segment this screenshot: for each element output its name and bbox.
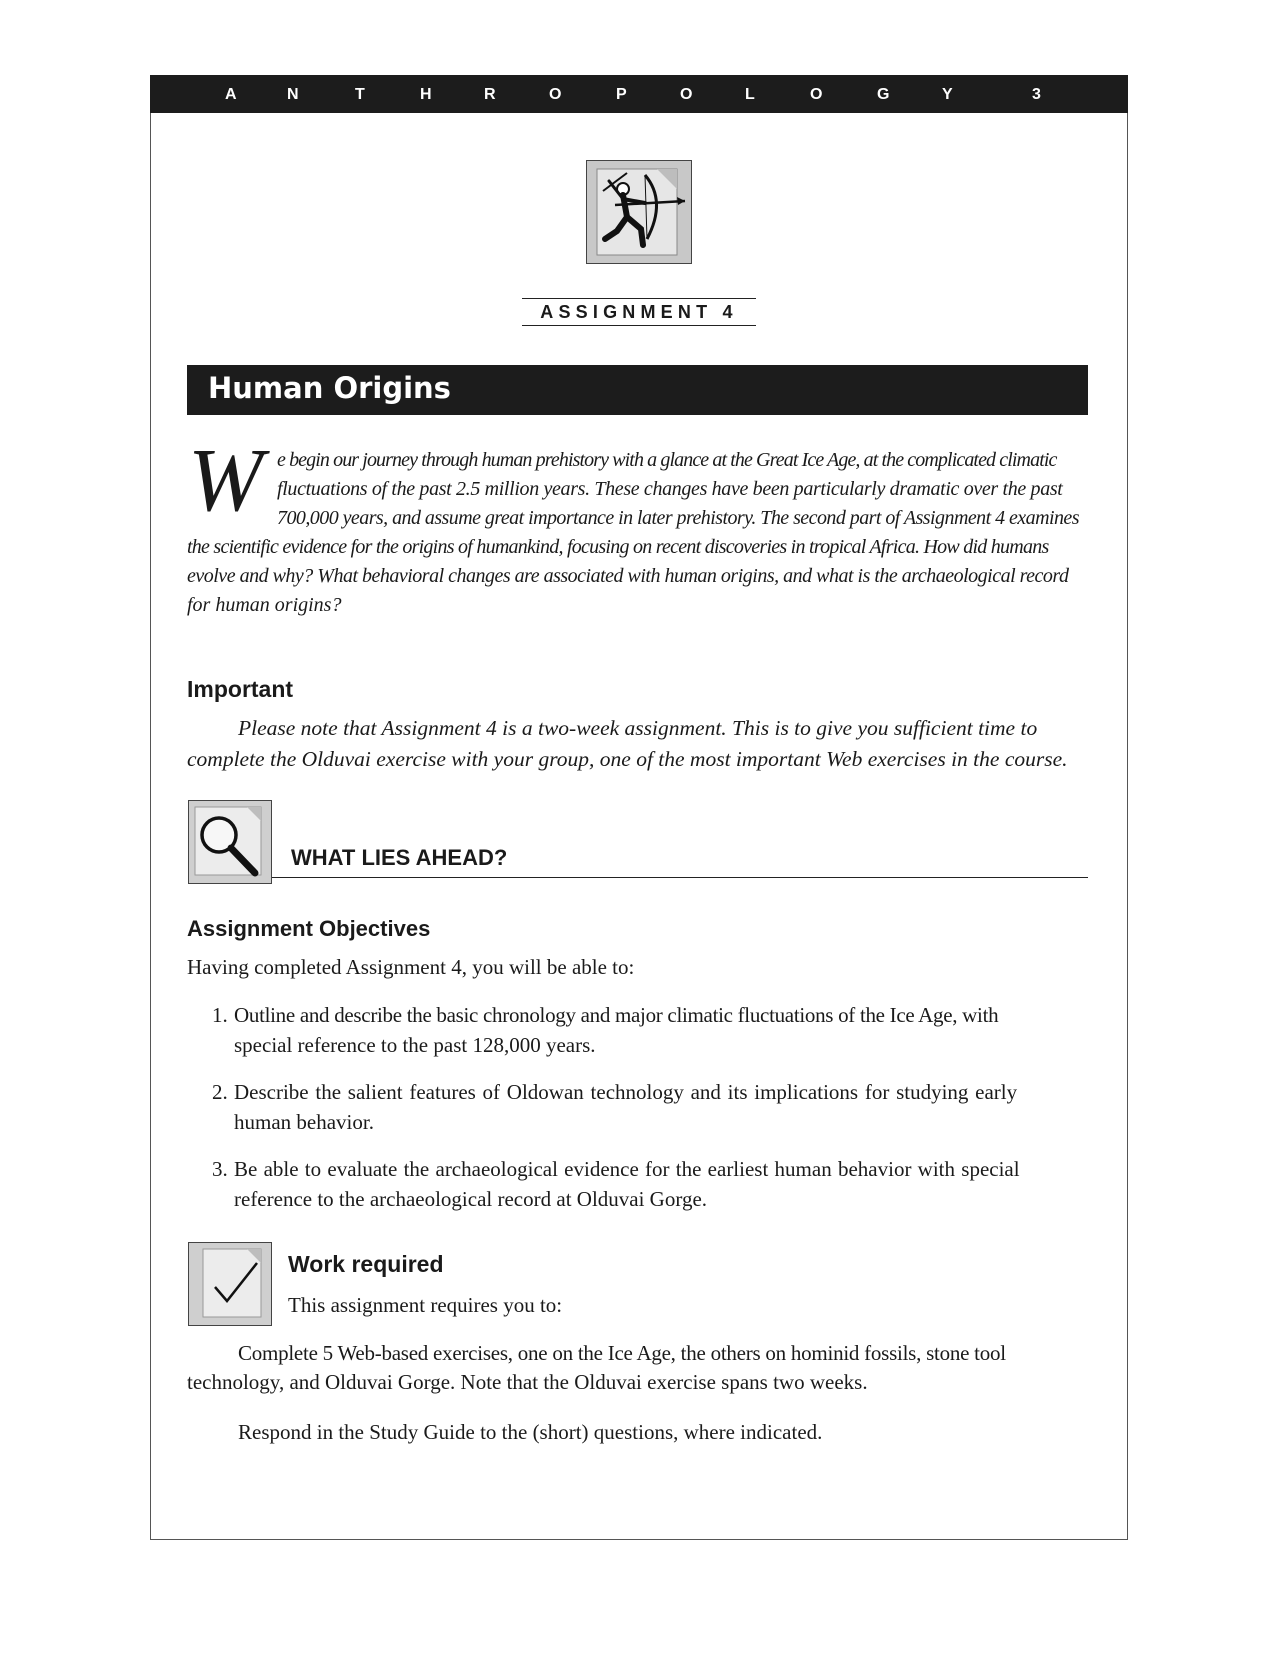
intro-line: fluctuations of the past 2.5 million years. These changes have been particularly dramatic over the past: [277, 478, 1063, 500]
page-title: Human Origins: [208, 371, 451, 405]
header-letter: O: [810, 86, 823, 103]
archer-icon: [586, 160, 692, 264]
intro-line: 700,000 years, and assume great importance in later prehistory. The second part of Assignment 4 examines: [277, 507, 1079, 529]
drop-cap: W: [188, 431, 263, 530]
list-item-line: human behavior.: [234, 1110, 374, 1134]
list-number: 2.: [212, 1080, 228, 1104]
header-letter: N: [287, 86, 299, 103]
work-paragraph-line: Respond in the Study Guide to the (short) questions, where indicated.: [238, 1420, 823, 1444]
work-paragraph-line: technology, and Olduvai Gorge. Note that the Olduvai exercise spans two weeks.: [187, 1370, 868, 1394]
magnifying-glass-icon: [188, 800, 272, 884]
header-letter: R: [484, 86, 496, 103]
list-item-line: Describe the salient features of Oldowan technology and its implications for studying early: [234, 1080, 1018, 1104]
work-required-lead: This assignment requires you to:: [288, 1293, 563, 1317]
header-letter: G: [877, 86, 890, 103]
checkmark-icon: [188, 1242, 272, 1326]
section-heading: WHAT LIES AHEAD?: [291, 845, 508, 870]
list-item-line: Be able to evaluate the archaeological evidence for the earliest human behavior with special: [234, 1157, 1020, 1181]
important-line: Please note that Assignment 4 is a two-week assignment. This is to give you sufficient time to: [238, 716, 1038, 740]
header-letter: L: [745, 86, 755, 103]
section-rule: [272, 877, 1088, 878]
header-letter: O: [680, 86, 693, 103]
important-heading: Important: [187, 676, 294, 702]
assignment-label: ASSIGNMENT 4: [522, 298, 756, 326]
objectives-lead: Having completed Assignment 4, you will be able to:: [187, 955, 635, 979]
list-item-line: Outline and describe the basic chronology and major climatic fluctuations of the Ice Age, with: [234, 1003, 999, 1027]
important-line: complete the Olduvai exercise with your group, one of the most important Web exercises in the course.: [187, 747, 1068, 771]
intro-line: for human origins?: [187, 594, 342, 616]
header-letter: T: [355, 86, 365, 103]
header-letter: P: [616, 86, 627, 103]
header-letter: H: [420, 86, 432, 103]
objectives-heading: Assignment Objectives: [187, 916, 431, 941]
header-letter: O: [549, 86, 562, 103]
list-number: 3.: [212, 1157, 228, 1181]
work-required-heading: Work required: [288, 1251, 444, 1277]
list-item-line: reference to the archaeological record at Olduvai Gorge.: [234, 1187, 708, 1211]
work-paragraph-line: Complete 5 Web-based exercises, one on the Ice Age, the others on hominid fossils, stone tool: [238, 1341, 1006, 1365]
header-letter: A: [225, 86, 237, 103]
header-letter: Y: [942, 86, 953, 103]
intro-line: e begin our journey through human prehistory with a glance at the Great Ice Age, at the complicated climatic: [277, 449, 1057, 471]
intro-line: evolve and why? What behavioral changes are associated with human origins, and what is the archaeological record: [187, 565, 1069, 587]
page-number: 3: [1032, 86, 1041, 103]
page-frame: [150, 75, 1128, 1540]
list-item-line: special reference to the past 128,000 years.: [234, 1033, 596, 1057]
intro-line: the scientific evidence for the origins of humankind, focusing on recent discoveries in tropical Africa. How did humans: [187, 536, 1049, 558]
list-number: 1.: [212, 1003, 228, 1027]
